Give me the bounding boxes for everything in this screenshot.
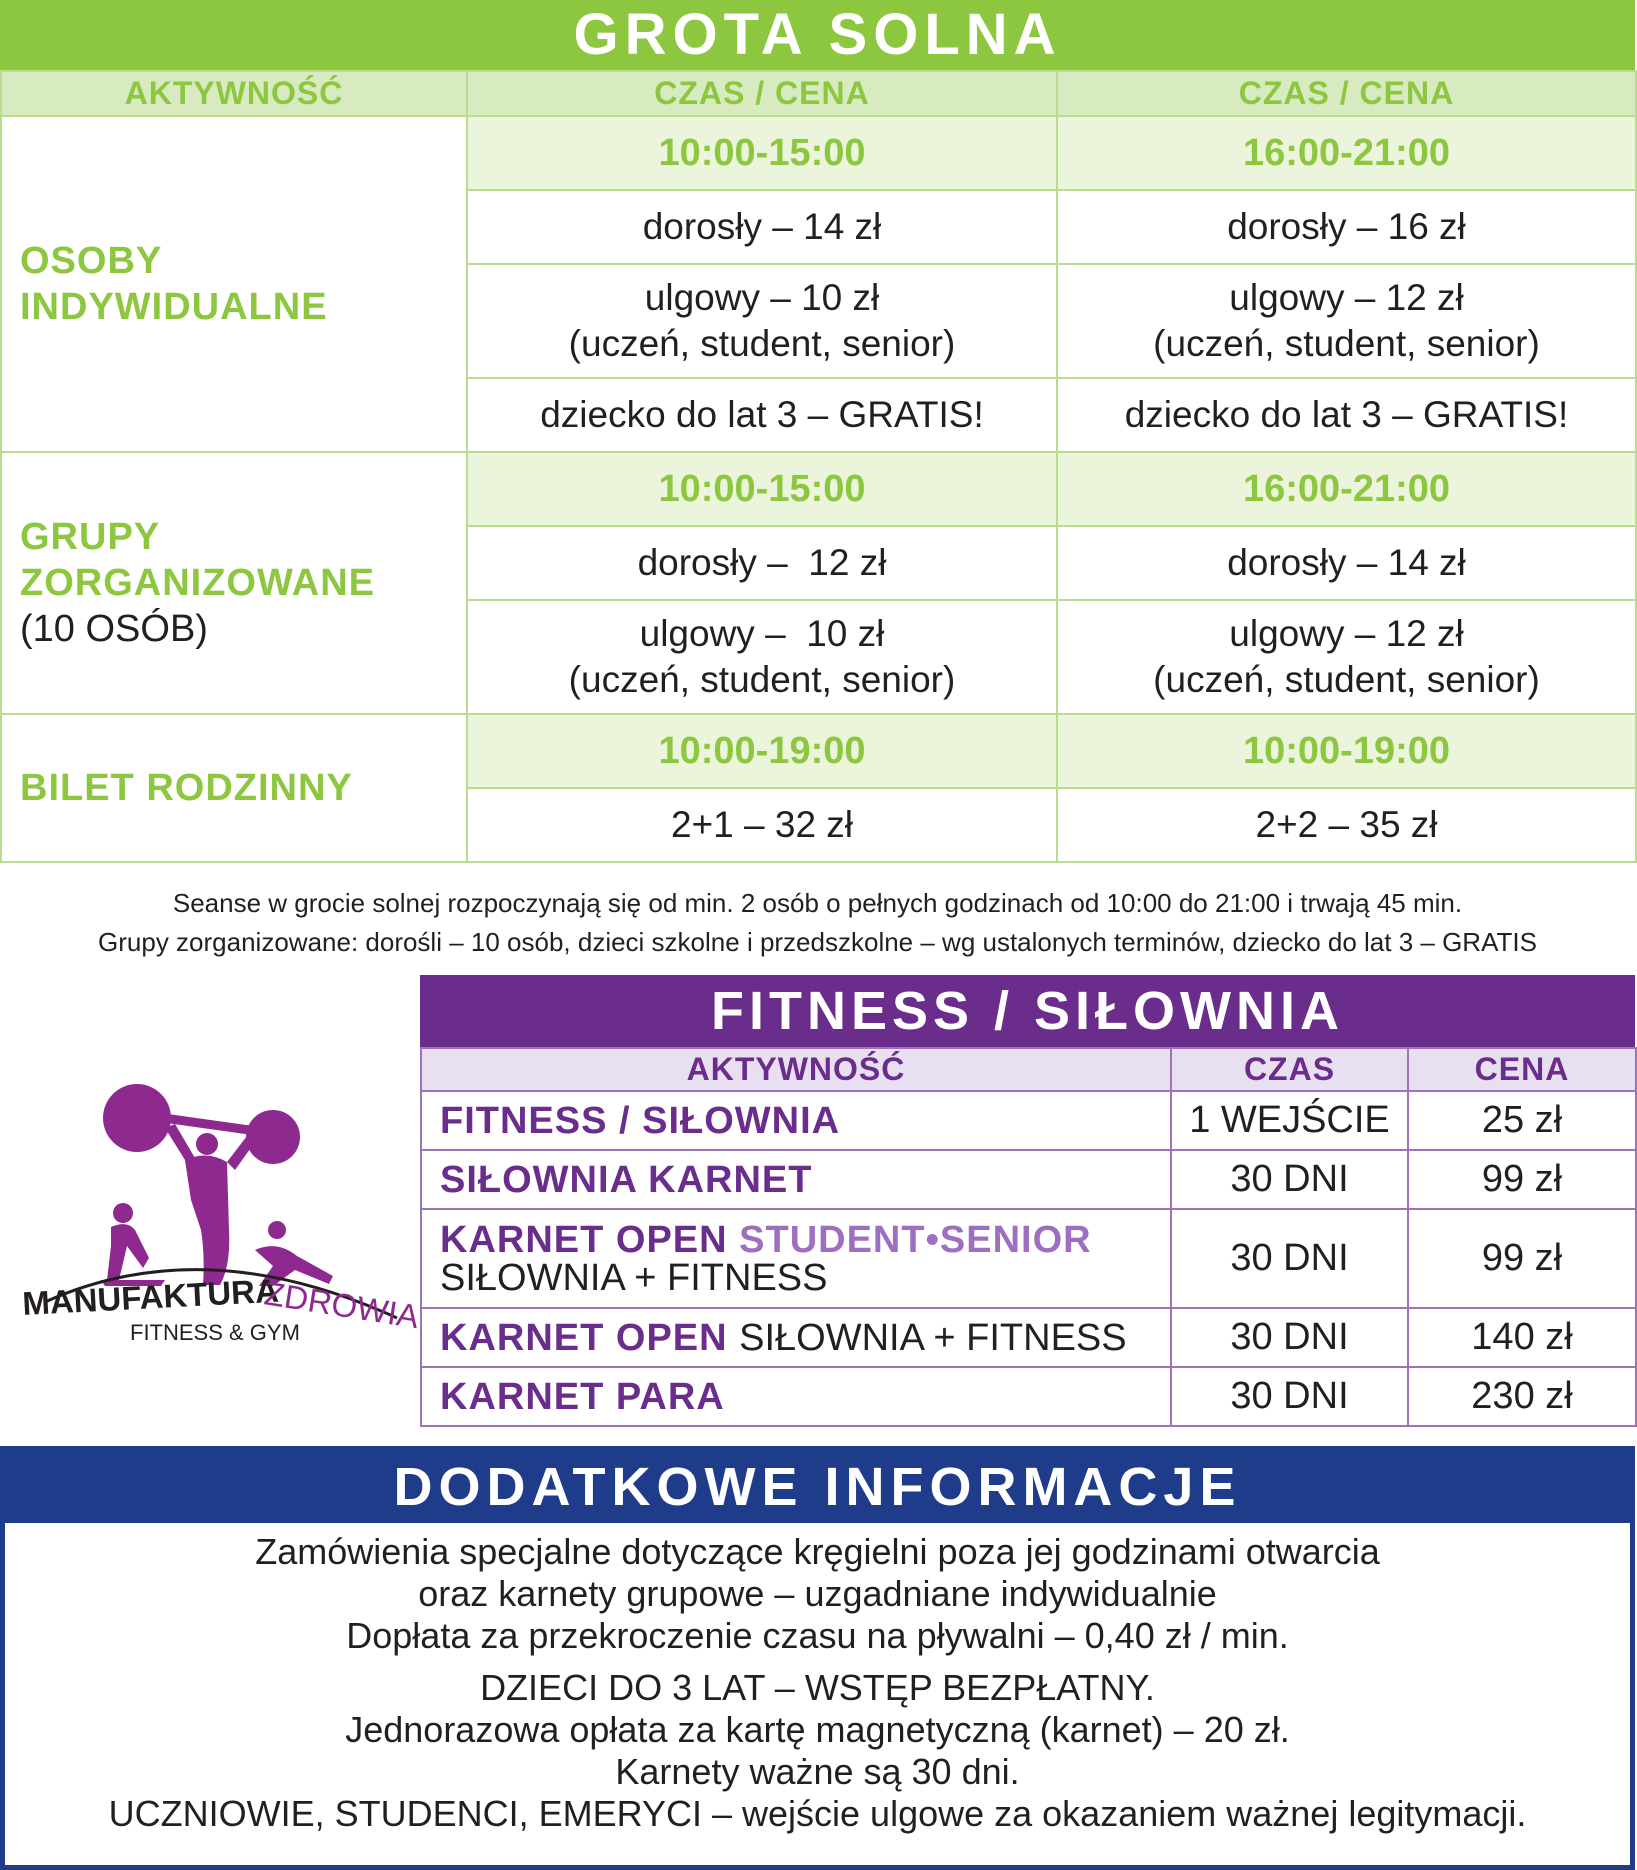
activity-label: [1, 452, 467, 714]
time-slot: 10:00-15:00: [467, 116, 1057, 190]
note-line: Grupy zorganizowane: dorośli – 10 osób, dzieci szkolne i przedszkolne – wg ustalonych terminów, dziecko do lat 3 – GRATIS: [98, 927, 1537, 957]
activity-label: [1, 714, 467, 862]
fitness-activity-name: KARNET OPEN: [440, 1316, 740, 1359]
fitness-activity-detail: SIŁOWNIA + FITNESS: [739, 1316, 1127, 1359]
price-cell: dorosły – 14 zł: [1057, 526, 1636, 600]
fitness-cena: 230 zł: [1408, 1367, 1636, 1426]
header-czas-cena: CZAS / CENA: [1057, 71, 1636, 116]
dodatkowe-informacje-section: [0, 1446, 1635, 1870]
info-line: DZIECI DO 3 LAT – WSTĘP BEZPŁATNY.: [480, 1667, 1155, 1708]
athletes-icon: [15, 1080, 422, 1345]
price-cell: dorosły – 14 zł: [467, 190, 1057, 264]
fitness-activity-name: FITNESS / SIŁOWNIA: [440, 1099, 841, 1142]
fitness-activity: [421, 1150, 1171, 1209]
fitness-activity-audience: STUDENT•SENIOR: [739, 1218, 1092, 1261]
table-row: [421, 1308, 1636, 1367]
time-slot: 16:00-21:00: [1057, 116, 1636, 190]
logo-brand-accent: ZDROWIA: [261, 1274, 422, 1336]
fitness-cena: 25 zł: [1408, 1091, 1636, 1150]
time-slot: 10:00-19:00: [1057, 714, 1636, 788]
header-cena: CENA: [1408, 1048, 1636, 1091]
activity-label-line: BILET RODZINNY: [20, 767, 353, 809]
fitness-silownia-section: [420, 975, 1635, 1427]
price-cell: dorosły – 12 zł: [467, 526, 1057, 600]
price-cell: ulgowy – 12 zł (uczeń, student, senior): [1057, 264, 1636, 378]
activity-label-sub: (10 OSÓB): [20, 608, 208, 650]
info-line: UCZNIOWIE, STUDENCI, EMERYCI – wejście ulgowe za okazaniem ważnej legitymacji.: [108, 1793, 1527, 1834]
table-row: [421, 1209, 1636, 1308]
grota-solna-section: [0, 0, 1635, 863]
grota-title: GROTA SOLNA: [0, 0, 1635, 70]
fitness-header-row: [421, 1048, 1636, 1091]
price-cell: dorosły – 16 zł: [1057, 190, 1636, 264]
grota-header-row: [1, 71, 1636, 116]
fitness-activity: [421, 1091, 1171, 1150]
logo-brand-main: MANUFAKTURA: [21, 1271, 280, 1322]
time-slot: 16:00-21:00: [1057, 452, 1636, 526]
activity-label-line: INDYWIDUALNE: [20, 286, 328, 328]
dodatkowe-title: DODATKOWE INFORMACJE: [5, 1451, 1630, 1523]
fitness-czas: 30 DNI: [1171, 1308, 1408, 1367]
info-line: Karnety ważne są 30 dni.: [615, 1751, 1020, 1792]
fitness-czas: 30 DNI: [1171, 1150, 1408, 1209]
fitness-activity-detail: SIŁOWNIA + FITNESS: [440, 1256, 828, 1299]
price-cell: ulgowy – 10 zł (uczeń, student, senior): [467, 264, 1057, 378]
info-line: Zamówienia specjalne dotyczące kręgielni poza jej godzinami otwarcia: [255, 1531, 1380, 1572]
fitness-cena: 140 zł: [1408, 1308, 1636, 1367]
table-row: [421, 1367, 1636, 1426]
fitness-cena: 99 zł: [1408, 1209, 1636, 1308]
fitness-czas: 30 DNI: [1171, 1367, 1408, 1426]
fitness-price-table: [420, 1047, 1637, 1427]
time-slot: 10:00-19:00: [467, 714, 1057, 788]
manufaktura-zdrowia-logo: [15, 1080, 422, 1345]
info-line: oraz karnety grupowe – uzgadniane indywidualnie: [418, 1573, 1217, 1614]
price-cell: dziecko do lat 3 – GRATIS!: [1057, 378, 1636, 452]
price-cell: ulgowy – 10 zł (uczeń, student, senior): [467, 600, 1057, 714]
price-cell: 2+2 – 35 zł: [1057, 788, 1636, 862]
fitness-activity-name: SIŁOWNIA KARNET: [440, 1158, 813, 1201]
fitness-cena: 99 zł: [1408, 1150, 1636, 1209]
info-line: Dopłata za przekroczenie czasu na pływalni – 0,40 zł / min.: [346, 1615, 1289, 1656]
table-row: [1, 116, 1636, 190]
activity-label-line: ZORGANIZOWANE: [20, 562, 375, 604]
fitness-title: FITNESS / SIŁOWNIA: [420, 975, 1635, 1047]
table-row: [421, 1091, 1636, 1150]
dodatkowe-body: [5, 1523, 1630, 1835]
table-row: [1, 452, 1636, 526]
fitness-activity: [421, 1308, 1171, 1367]
time-slot: 10:00-15:00: [467, 452, 1057, 526]
price-cell: 2+1 – 32 zł: [467, 788, 1057, 862]
header-aktywnosc: AKTYWNOŚĆ: [1, 71, 467, 116]
activity-label-line: GRUPY: [20, 516, 161, 558]
header-czas-cena: CZAS / CENA: [467, 71, 1057, 116]
activity-label: [1, 116, 467, 452]
info-line: Jednorazowa opłata za kartę magnetyczną (karnet) – 20 zł.: [345, 1709, 1290, 1750]
fitness-activity-name: KARNET OPEN: [440, 1218, 740, 1261]
fitness-czas: 1 WEJŚCIE: [1171, 1091, 1408, 1150]
fitness-czas: 30 DNI: [1171, 1209, 1408, 1308]
fitness-activity: [421, 1367, 1171, 1426]
header-aktywnosc: AKTYWNOŚĆ: [421, 1048, 1171, 1091]
activity-label-line: OSOBY: [20, 240, 163, 282]
note-line: Seanse w grocie solnej rozpoczynają się od min. 2 osób o pełnych godzinach od 10:00 do 21:00 i trwają 45 min.: [172, 888, 1463, 918]
header-czas: CZAS: [1171, 1048, 1408, 1091]
price-cell: ulgowy – 12 zł (uczeń, student, senior): [1057, 600, 1636, 714]
price-cell: dziecko do lat 3 – GRATIS!: [467, 378, 1057, 452]
table-row: [1, 714, 1636, 788]
fitness-activity-name: KARNET PARA: [440, 1375, 725, 1418]
fitness-activity: [421, 1209, 1171, 1308]
logo-tagline: FITNESS & GYM: [130, 1320, 300, 1345]
grota-price-table: [0, 70, 1637, 863]
grota-notes: [0, 884, 1635, 962]
table-row: [421, 1150, 1636, 1209]
